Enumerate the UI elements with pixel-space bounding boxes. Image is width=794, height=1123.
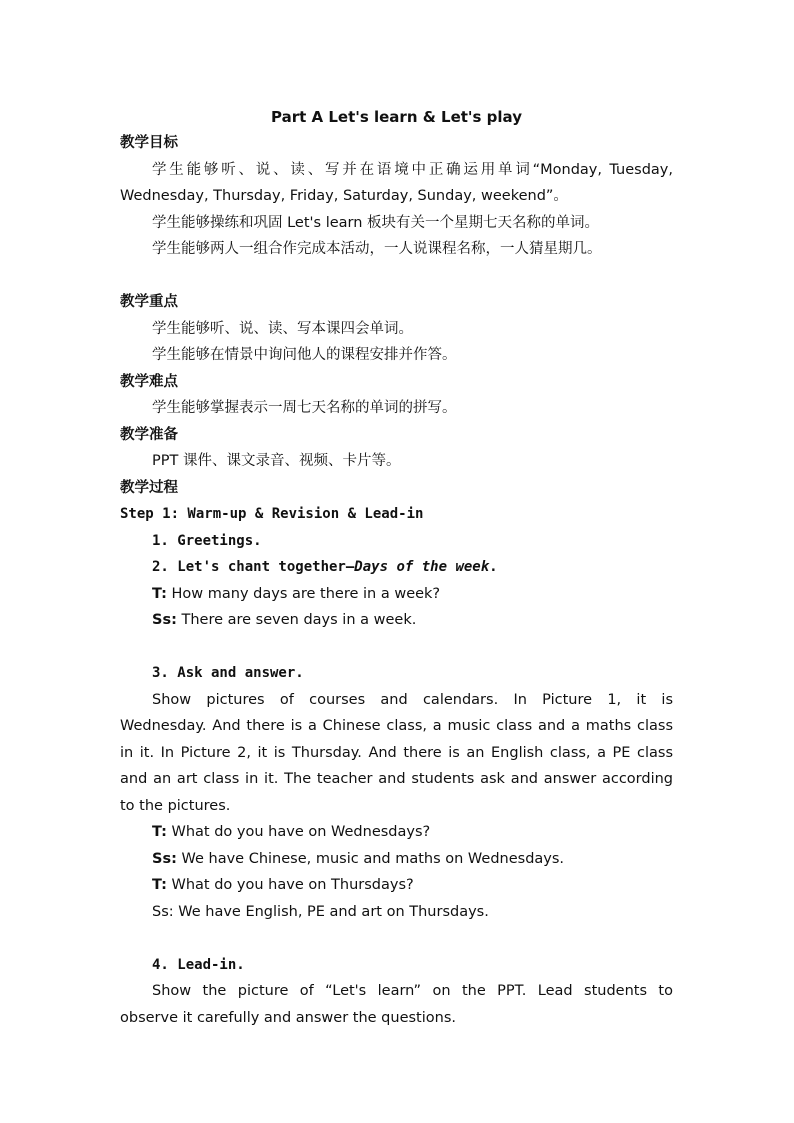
- document-title: Part A Let's learn & Let's play: [271, 108, 522, 126]
- speaker-label: T:: [152, 824, 167, 840]
- dialogue-line: Ss: We have English, PE and art on Thursdays.: [152, 903, 489, 920]
- dialogue-line: [120, 581, 673, 608]
- key-point-1: 学生能够听、说、读、写本课四会单词。: [152, 320, 413, 337]
- key-points-heading: 教学重点: [120, 294, 178, 310]
- objective-2: 学生能够操练和巩固 Let's learn 板块有关一个星期七天名称的单词。: [152, 214, 600, 231]
- paragraph-line: to the pictures.: [120, 797, 231, 814]
- step-chant-title: Days of the week: [354, 559, 490, 575]
- process-heading: 教学过程: [120, 479, 178, 496]
- paragraph-line: in it. In Picture 2, it is Thursday. And there is an English class, a PE class: [120, 744, 673, 761]
- preparation-heading: 教学准备: [120, 426, 178, 443]
- speaker-label: Ss:: [152, 612, 177, 628]
- dialogue-line: [120, 819, 673, 846]
- step-greetings: 1. Greetings.: [152, 532, 262, 549]
- dialogue-text: There are seven days in a week.: [176, 612, 417, 628]
- objective-1-line-2: Wednesday, Thursday, Friday, Saturday, Sunday, weekend”。: [120, 188, 568, 204]
- paragraph-line: Show the picture of “Let's learn” on the PPT. Lead students to: [152, 983, 673, 999]
- dialogue-line: [120, 846, 673, 873]
- spacer: [120, 263, 673, 290]
- dialogue-text: We have Chinese, music and maths on Wednesdays.: [176, 850, 565, 867]
- objective-3: 学生能够两人一组合作完成本活动，一人说课程名称，一人猜星期几。: [152, 241, 602, 257]
- spacer: [120, 925, 673, 952]
- difficulty-1: 学生能够掌握表示一周七天名称的单词的拼写。: [152, 400, 457, 416]
- dialogue-line: [120, 607, 673, 634]
- paragraph-line: and an art class in it. The teacher and students ask and answer according: [120, 771, 673, 787]
- objective-1-line-1: 学生能够听、说、读、写并在语境中正确运用单词“Monday, Tuesday,: [152, 161, 673, 178]
- step-lead-in: 4. Lead-in.: [152, 956, 245, 973]
- spacer: [120, 634, 673, 661]
- paragraph-line: observe it carefully and answer the questions.: [120, 1009, 456, 1026]
- step-chant-label: 2. Let's chant together—: [152, 559, 355, 575]
- dialogue-text: What do you have on Thursdays?: [166, 877, 414, 893]
- key-point-2: 学生能够在情景中询问他人的课程安排并作答。: [152, 347, 457, 363]
- objectives-heading: 教学目标: [120, 135, 178, 151]
- lesson-plan-page: [120, 104, 673, 1031]
- difficulties-heading: 教学难点: [120, 373, 178, 390]
- paragraph-line: Wednesday. And there is a Chinese class, a music class and a maths class: [120, 718, 673, 734]
- dialogue-text: How many days are there in a week?: [166, 585, 441, 602]
- speaker-label: Ss:: [152, 850, 177, 867]
- step-1-title: Step 1: Warm-up & Revision & Lead-in: [120, 506, 424, 522]
- step-chant-end: .: [489, 559, 498, 575]
- step-chant: [120, 554, 673, 581]
- dialogue-line: [120, 872, 673, 899]
- speaker-label: T:: [152, 585, 167, 602]
- speaker-label: T:: [152, 877, 167, 893]
- preparation-1: PPT 课件、课文录音、视频、卡片等。: [152, 453, 401, 469]
- dialogue-text: What do you have on Wednesdays?: [166, 824, 431, 840]
- step-ask-answer: 3. Ask and answer.: [152, 665, 304, 681]
- paragraph-line: Show pictures of courses and calendars. In Picture 1, it is: [152, 691, 673, 708]
